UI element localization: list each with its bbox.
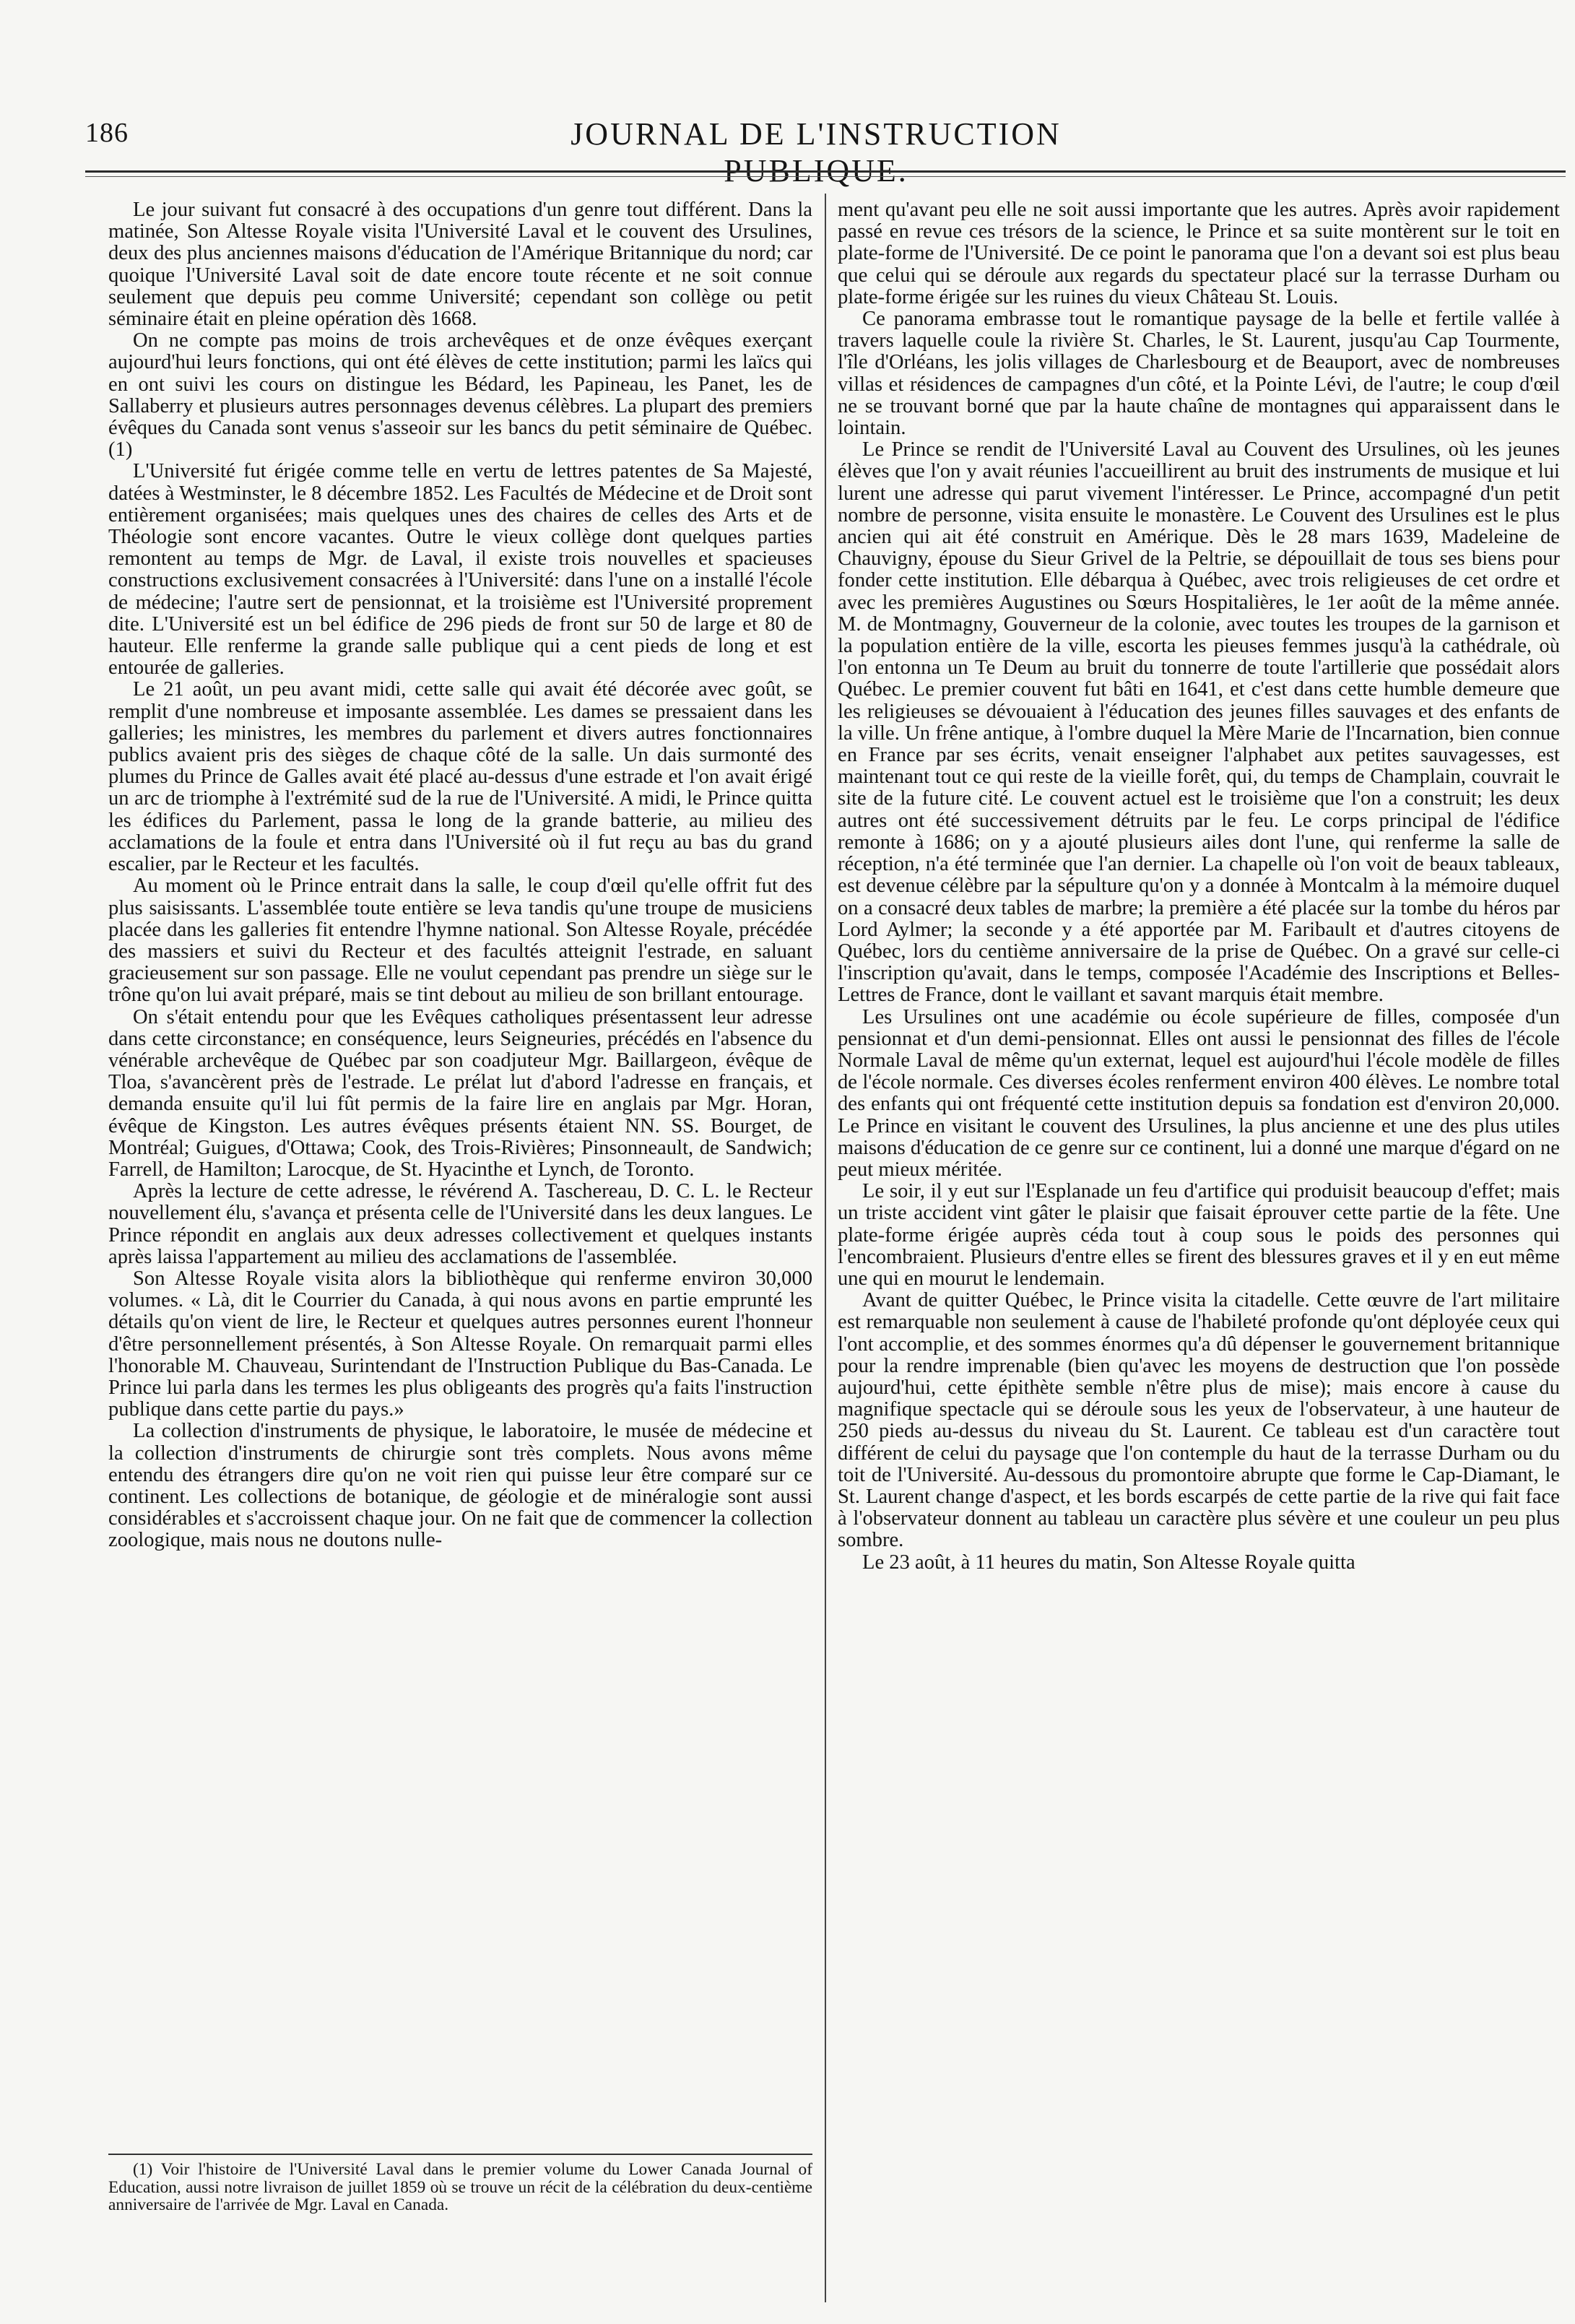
running-title: JOURNAL DE L'INSTRUCTION PUBLIQUE. <box>570 116 1062 188</box>
right-column <box>838 199 1560 1574</box>
header-rule-thin <box>85 176 1566 177</box>
paragraph: Le 23 août, à 11 heures du matin, Son Altesse Royale quitta <box>862 1551 1355 1574</box>
paragraph: Ce panorama embrasse tout le romantique paysage de la belle et fertile vallée à travers laquelle coule la rivière St. Charles, le St. Laurent, jusqu'au Cap Tourmente, l'île d'Orléans, les jolis villages de Charlesbourg et de Beauport, avec de nombreuses villas et résidences de campagnes d'un côté, et la Pointe Lévi, de l'autre; le coup d'œil ne se trouvant borné que par la haute chaîne de montagnes qui apparaissent dans le lointain. <box>838 308 1560 440</box>
paragraph: La collection d'instruments de physique, le laboratoire, le musée de médecine et la collection d'instruments de chirurgie sont très complets. Nous avons même entendu des étrangers dire qu'on ne voit rien qui puisse leur être comparé sur ce continent. Les collections de botanique, de géologie et de minéralogie sont aussi considérables et s'accroissent chaque jour. On ne fait que de commencer la collection zoologique, mais nous ne doutons nulle- <box>108 1420 812 1552</box>
footnote-rule <box>108 2154 812 2155</box>
paragraph: Le soir, il y eut sur l'Esplanade un feu d'artifice qui produisit beaucoup d'effet; mais un triste accident vint gâter le plaisir que faisait éprouver cette partie de la fête. Une plate-forme érigée auprès céda tout à coup sous le poids des personnes qui l'encombraient. Plusieurs d'entre elles se firent des blessures graves et il y en eut même une qui en mourut le lendemain. <box>838 1180 1560 1290</box>
paragraph: Les Ursulines ont une académie ou école supérieure de filles, composée d'un pensionnat et d'un demi-pensionnat. Elles ont aussi le pensionnat des filles de l'école Normale Laval de même qu'un externat, lequel est aujourd'hui l'école modèle de filles de l'école normale. Ces diverses écoles renferment environ 400 élèves. Le nombre total des enfants qui ont fréquenté cette institution depuis sa fondation est d'environ 20,000. Le Prince en visitant le couvent des Ursulines, la plus ancienne et une des plus utiles maisons d'éducation de ce genre sur ce continent, lui a donné une marque d'égard on ne peut mieux méritée. <box>838 1005 1560 1181</box>
paragraph: Après la lecture de cette adresse, le révérend A. Taschereau, D. C. L. le Recteur nouvellement élu, s'avança et présenta celle de l'Université dans les deux langues. Le Prince répondit en anglais aux deux adresses collectivement et quelques instants après laissa l'appartement au milieu des acclamations de l'assemblée. <box>108 1180 812 1268</box>
footnote: (1) Voir l'histoire de l'Université Laval dans le premier volume du Lower Canada Journal of Education, aussi notre livraison de juillet 1859 où se trouve un récit de la célébration du deux-centième anniversaire de l'arrivée de Mgr. Laval en Canada. <box>108 2160 812 2214</box>
paragraph: Le 21 août, un peu avant midi, cette salle qui avait été décorée avec goût, se remplit d'une nombreuse et imposante assemblée. Les dames se pressaient dans les galleries; les ministres, les membres du parlement et divers autres fonctionnaires publics avaient pris des sièges de chaque côté de la salle. Un dais surmonté des plumes du Prince de Galles avait été placé au-dessus d'une estrade et l'on avait érigé un arc de triomphe à l'extrémité sud de la rue de l'Université. A midi, le Prince quitta les édifices du Parlement, passa le long de la grande batterie, au milieu des acclamations de la foule et entra dans l'Université où il fut reçu au bas du grand escalier, par le Recteur et les facultés. <box>108 678 812 876</box>
left-column <box>108 199 812 1552</box>
paragraph: Son Altesse Royale visita alors la bibliothèque qui renferme environ 30,000 volumes. « Là, dit le Courrier du Canada, à qui nous avons en partie emprunté les détails qu'on vient de lire, le Recteur et quelques autres personnes eurent l'honneur d'être personnellement présentés, à Son Altesse Royale. On remarquait parmi elles l'honorable M. Chauveau, Surintendant de l'Instruction Publique du Bas-Canada. Le Prince lui parla dans les termes les plus obligeants des progrès qu'a faits l'instruction publique dans cette partie du pays.» <box>108 1267 812 1421</box>
paragraph: On ne compte pas moins de trois archevêques et de onze évêques exerçant aujourd'hui leurs fonctions, qui ont été élèves de cette institution; parmi les laïcs qui en ont suivi les cours on distingue les Bédard, les Papineau, les Panet, les de Sallaberry et plusieurs autres personnages devenus célèbres. La plupart des premiers évêques du Canada sont venus s'asseoir sur les bancs du petit séminaire de Québec. (1) <box>108 329 812 461</box>
paragraph: Avant de quitter Québec, le Prince visita la citadelle. Cette œuvre de l'art militaire est remarquable non seulement à cause de l'habileté profonde qu'ont déployée ceux qui l'ont accomplie, et des sommes énormes qu'a dû dépenser le gouvernement britannique pour la rendre imprenable (bien qu'avec les moyens de destruction que l'on possède aujourd'hui, cette épithète semble n'être plus de mise); mais encore à cause du magnifique spectacle qui se déroule sous les yeux de l'observateur, à une hauteur de 250 pieds au-dessus du niveau du St. Laurent. Ce tableau est d'un caractère tout différent de celui du paysage que l'on contemple du haut de la terrasse Durham ou du toit de l'Université. Au-dessous du promontoire abrupte que forme le Cap-Diamant, le St. Laurent change d'aspect, et les bords escarpés de cette partie de la rive qui fait face à l'observateur donnent au tableau un caractère plus sévère et une couleur un peu plus sombre. <box>838 1289 1560 1552</box>
column-divider <box>825 194 826 2302</box>
paragraph: Le jour suivant fut consacré à des occupations d'un genre tout différent. Dans la matinée, Son Altesse Royale visita l'Université Laval et le couvent des Ursulines, deux des plus anciennes maisons d'éducation de l'Amérique Britannique du nord; car quoique l'Université Laval soit de date encore toute récente et ne soit connue seulement que depuis peu comme Université; cependant son collège ou petit séminaire était en pleine opération dès 1668. <box>108 199 812 331</box>
paragraph: Le Prince se rendit de l'Université Laval au Couvent des Ursulines, où les jeunes élèves que l'on y avait réunies l'accueillirent au bruit des instruments de musique et lui lurent une adresse qui parut vivement l'intéresser. Le Prince, accompagné d'un petit nombre de personne, visita ensuite le monastère. Le Couvent des Ursulines est le plus ancien qui ait été construit en Amérique. Dès le 28 mars 1639, Madeleine de Chauvigny, épouse du Sieur Grivel de la Peltrie, se dépouillait de tous ses biens pour fonder cette institution. Elle débarqua à Québec, avec trois religieuses de cet ordre et avec les premières Augustines ou Sœurs Hospitalières, le 1er août de la même année. M. de Montmagny, Gouverneur de la colonie, avec toutes les troupes de la garnison et la population entière de la ville, escorta les pieuses femmes jusqu'à la cathédrale, où l'on entonna un Te Deum au bruit du tonnerre de toute l'artillerie que possédait alors Québec. Le premier couvent fut bâti en 1641, et c'est dans cette humble demeure que les religieuses se dévouaient à l'éducation des jeunes filles sauvages et des enfants de la ville. Un frêne antique, à l'ombre duquel la Mère Marie de l'Incarnation, bien connue en France par ses écrits, venait enseigner l'alphabet aux petites sauvagesses, est maintenant tout ce qui reste de la vieille forêt, qui, du temps de Champlain, couvrait le site de la future cité. Le couvent actuel est le troisième que l'on a construit; les deux autres ont été successivement détruits par le feu. Le corps principal de l'édifice remonte à 1686; on y a ajouté plusieurs ailes dont l'une, qui renferme la salle de réception, n'a été terminée que l'an dernier. La chapelle où l'on voit de beaux tableaux, est devenue célèbre par la sépulture qu'on y a donnée à Montcalm à la mémoire duquel on a consacré deux tables de marbre; la première a été placée sur la tombe du héros par Lord Aylmer; la seconde y a été apportée par M. Faribault et d'autres citoyens de Québec, lors du centième anniversaire de la prise de Québec. On a gravé sur celle-ci l'inscription qu'avait, dans le temps, composée l'Académie des Inscriptions et Belles-Lettres de France, dont le vaillant et savant marquis était membre. <box>838 438 1560 1007</box>
paragraph: ment qu'avant peu elle ne soit aussi importante que les autres. Après avoir rapidement passé en revue ces trésors de la science, le Prince et sa suite montèrent sur le toit en plate-forme de l'Université. De ce point le panorama que l'on a devant soi est plus beau que celui qui se déroule aux regards du spectateur placé sur la terrasse Durham ou plate-forme érigée sur les ruines du vieux Château St. Louis. <box>838 199 1560 308</box>
header-rule <box>85 170 1566 173</box>
paragraph: On s'était entendu pour que les Evêques catholiques présentassent leur adresse dans cette circonstance; en conséquence, leurs Seigneuries, précédés en l'absence du vénérable archevêque de Québec par son coadjuteur Mgr. Baillargeon, évêque de Tloa, s'avancèrent près de l'estrade. Le prélat lut d'abord l'adresse en français, et demanda ensuite qu'il lui fût permis de la faire lire en anglais par Mgr. Horan, évêque de Kingston. Les autres évêques présents étaient NN. SS. Bourget, de Montréal; Guigues, d'Ottawa; Cook, des Trois-Rivières; Pinsonneault, de Sandwich; Farrell, de Hamilton; Larocque, de St. Hyacinthe et Lynch, de Toronto. <box>108 1005 812 1181</box>
paragraph: Au moment où le Prince entrait dans la salle, le coup d'œil qu'elle offrit fut des plus saisissants. L'assemblée toute entière se leva tandis qu'une troupe de musiciens placée dans les galleries fit entendre l'hymne national. Son Altesse Royale, précédée des massiers et suivi du Recteur et des facultés atteignit l'estrade, en saluant gracieusement sur son passage. Elle ne voulut cependant pas prendre un siège sur le trône qu'on lui avait préparé, mais se tint debout au milieu de son brillant entourage. <box>108 875 812 1007</box>
paragraph: L'Université fut érigée comme telle en vertu de lettres patentes de Sa Majesté, datées à Westminster, le 8 décembre 1852. Les Facultés de Médecine et de Droit sont entièrement organisées; mais quelques unes des chaires de celles des Arts et de Théologie sont encore vacantes. Outre le vieux collège dont quelques parties remontent au temps de Mgr. de Laval, il existe trois nouvelles et spacieuses constructions exclusivement consacrées à l'Université: dans l'une on a installé l'école de médecine; l'autre sert de pensionnat, et la troisième est l'Université proprement dite. L'Université est un bel édifice de 296 pieds de front sur 50 de large et 80 de hauteur. Elle renferme la grande salle publique qui a cent pieds de long et est entourée de galleries. <box>108 460 812 680</box>
page-number: 186 <box>85 118 129 148</box>
